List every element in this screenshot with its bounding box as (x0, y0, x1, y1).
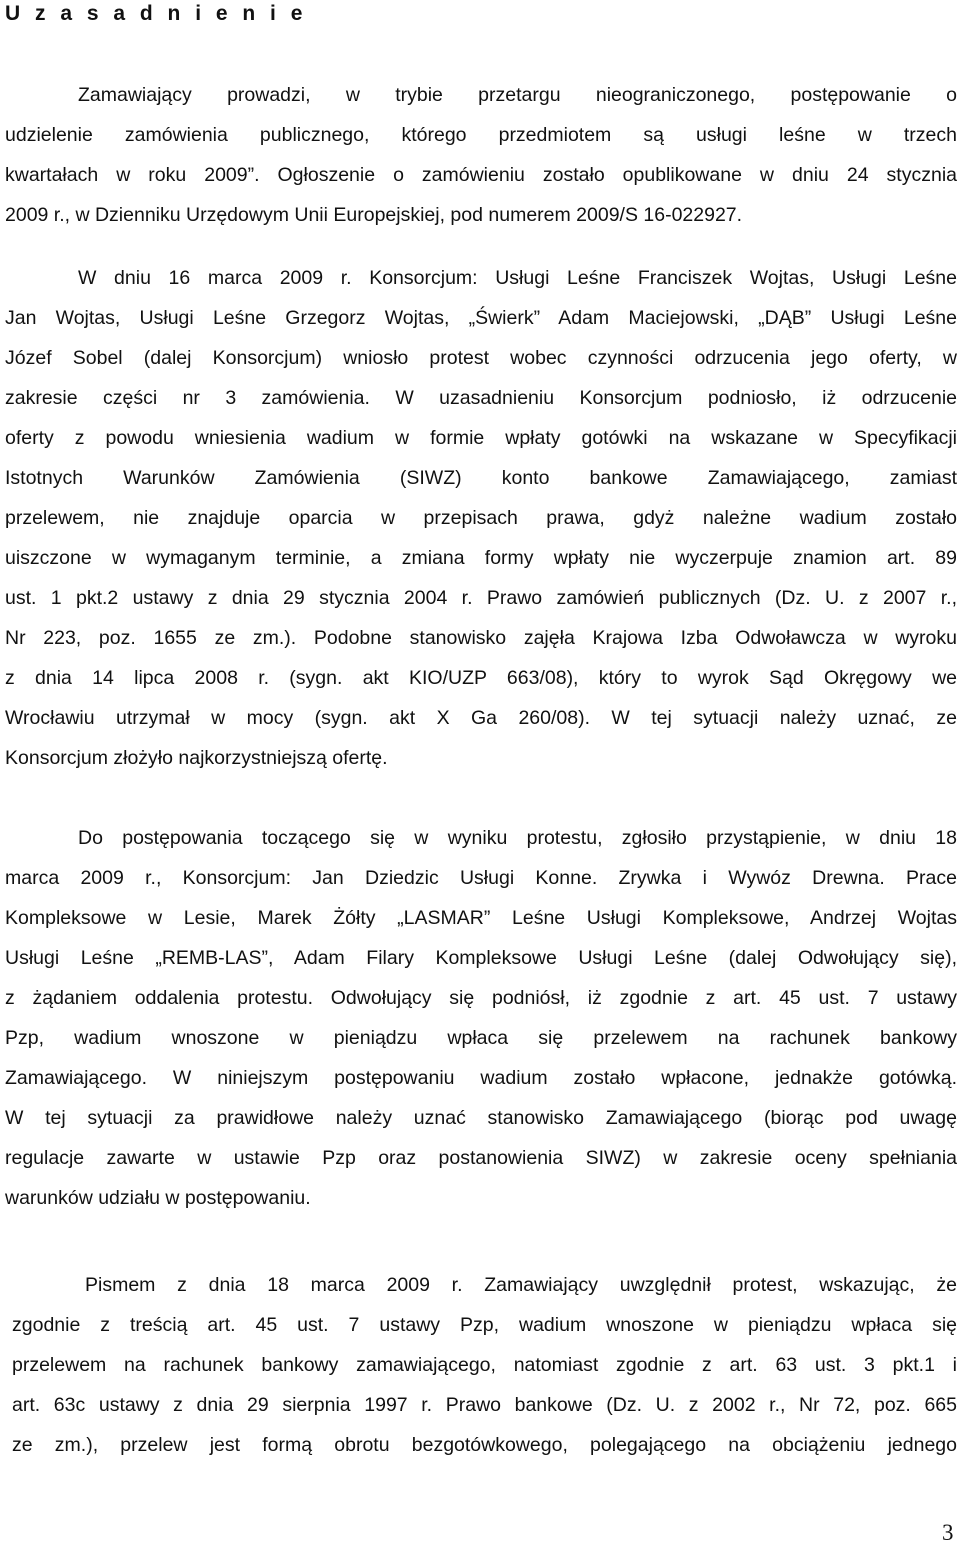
text-line: warunków udziału w postępowaniu. (5, 1187, 311, 1209)
document-page (5, 0, 957, 1547)
text-line: Usługi Leśne „REMB-LAS”, Adam Filary Kompleksowe Usługi Leśne (dalej Odwołujący się), (5, 947, 957, 969)
text-line: Kompleksowe w Lesie, Marek Żółty „LASMAR” Leśne Usługi Kompleksowe, Andrzej Wojtas (5, 907, 957, 929)
text-line: Wrocławiu utrzymał w mocy (sygn. akt X Ga 260/08). W tej sytuacji należy uznać, ze (5, 707, 957, 729)
text-line: W tej sytuacji za prawidłowe należy uznać stanowisko Zamawiającego (biorąc pod uwagę (5, 1107, 957, 1129)
text-line: Zamawiający prowadzi, w trybie przetargu nieograniczonego, postępowanie o (78, 84, 957, 106)
text-line: 2009 r., w Dzienniku Urzędowym Unii Europejskiej, pod numerem 2009/S 16-022927. (5, 204, 743, 226)
text-line: Pismem z dnia 18 marca 2009 r. Zamawiający uwzględnił protest, wskazując, że (85, 1274, 957, 1296)
text-line: Nr 223, poz. 1655 ze zm.). Podobne stanowisko zajęła Krajowa Izba Odwoławcza w wyroku (5, 627, 957, 649)
text-line: udzielenie zamówienia publicznego, którego przedmiotem są usługi leśne w trzech (5, 124, 957, 146)
page-number: 3 (942, 1520, 954, 1545)
document-heading: U z a s a d n i e n i e (5, 2, 307, 25)
text-line: art. 63c ustawy z dnia 29 sierpnia 1997 r. Prawo bankowe (Dz. U. z 2002 r., Nr 72, poz. 665 (12, 1394, 957, 1416)
text-line: Konsorcjum złożyło najkorzystniejszą ofertę. (5, 747, 388, 769)
paragraph-1 (5, 75, 957, 235)
text-line: Józef Sobel (dalej Konsorcjum) wniosło protest wobec czynności odrzucenia jego oferty, w (5, 347, 957, 369)
text-line: zakresie części nr 3 zamówienia. W uzasadnieniu Konsorcjum podniosło, iż odrzucenie (5, 387, 957, 409)
text-line: przelewem na rachunek bankowy zamawiającego, natomiast zgodnie z art. 63 ust. 3 pkt.1 i (12, 1354, 957, 1376)
text-line: Zamawiającego. W niniejszym postępowaniu wadium zostało wpłacone, jednakże gotówką. (5, 1067, 957, 1089)
text-line: Pzp, wadium wnoszone w pieniądzu wpłaca się przelewem na rachunek bankowy (5, 1027, 957, 1049)
text-line: ust. 1 pkt.2 ustawy z dnia 29 stycznia 2004 r. Prawo zamówień publicznych (Dz. U. z 2007 r., (5, 587, 957, 609)
text-line: oferty z powodu wniesienia wadium w formie wpłaty gotówki na wskazane w Specyfikacji (5, 427, 957, 449)
text-line: z żądaniem oddalenia protestu. Odwołujący się podniósł, iż zgodnie z art. 45 ust. 7 ustawy (5, 987, 957, 1009)
text-line: Istotnych Warunków Zamówienia (SIWZ) konto bankowe Zamawiającego, zamiast (5, 467, 957, 489)
text-line: z dnia 14 lipca 2008 r. (sygn. akt KIO/UZP 663/08), który to wyrok Sąd Okręgowy we (5, 667, 957, 689)
text-line: kwartałach w roku 2009”. Ogłoszenie o zamówieniu zostało opublikowane w dniu 24 stycznia (5, 164, 957, 186)
text-line: przelewem, nie znajduje oparcia w przepisach prawa, gdyż należne wadium zostało (5, 507, 957, 529)
text-line: uiszczone w wymaganym terminie, a zmiana formy wpłaty nie wyczerpuje znamion art. 89 (5, 547, 957, 569)
text-line: Jan Wojtas, Usługi Leśne Grzegorz Wojtas, „Świerk” Adam Maciejowski, „DĄB” Usługi Leśne (5, 307, 957, 329)
paragraph-4 (12, 1265, 957, 1465)
text-line: Do postępowania toczącego się w wyniku protestu, zgłosiło przystąpienie, w dniu 18 (78, 827, 957, 849)
paragraph-2 (5, 258, 957, 778)
paragraph-3 (5, 818, 957, 1218)
text-line: W dniu 16 marca 2009 r. Konsorcjum: Usługi Leśne Franciszek Wojtas, Usługi Leśne (78, 267, 957, 289)
text-line: marca 2009 r., Konsorcjum: Jan Dziedzic Usługi Konne. Zrywka i Wywóz Drewna. Prace (5, 867, 957, 889)
text-line: zgodnie z treścią art. 45 ust. 7 ustawy Pzp, wadium wnoszone w pieniądzu wpłaca się (12, 1314, 957, 1336)
text-line: regulacje zawarte w ustawie Pzp oraz postanowienia SIWZ) w zakresie oceny spełniania (5, 1147, 957, 1169)
text-line: ze zm.), przelew jest formą obrotu bezgotówkowego, polegającego na obciążeniu jednego (12, 1434, 957, 1456)
